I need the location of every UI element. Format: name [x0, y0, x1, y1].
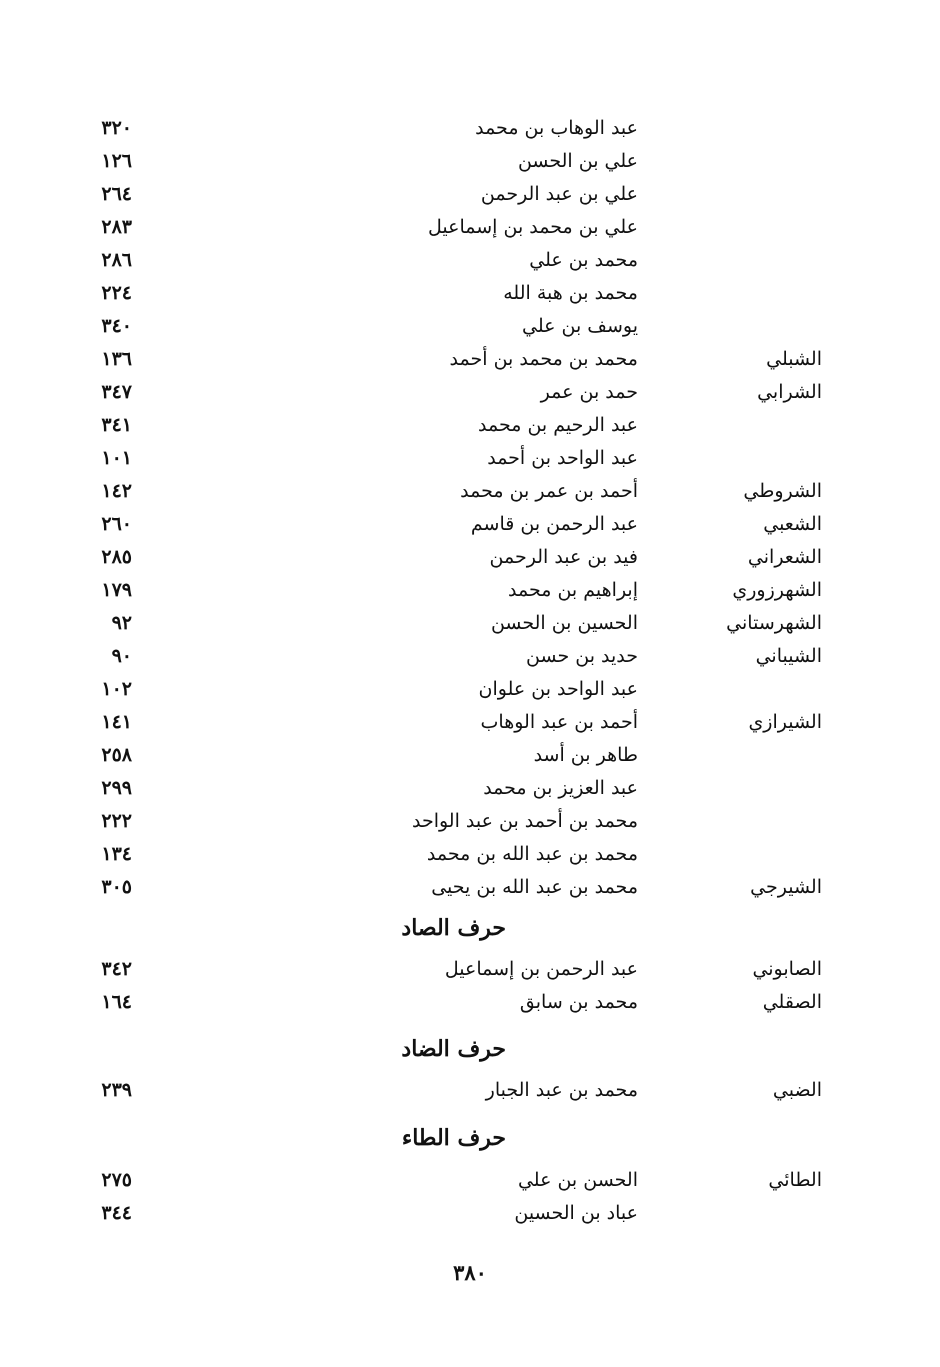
page-ref: ٣٤٢: [101, 958, 132, 980]
person-name: محمد بن سابق: [519, 991, 638, 1013]
nisba: الطائي: [768, 1169, 822, 1191]
nisba: الشعبي: [763, 513, 822, 535]
page-ref: ٩٠: [111, 645, 132, 667]
section-heading-dad: [0, 1029, 940, 1069]
index-row: [0, 772, 940, 805]
index-row: [0, 178, 940, 211]
page-ref: ٣٤٠: [101, 315, 132, 337]
person-name: محمد بن عبد الجبار: [485, 1079, 638, 1101]
index-row: [0, 1197, 940, 1230]
page-ref: ١٢٦: [101, 150, 132, 172]
page-number: ٣٨٠: [453, 1260, 487, 1285]
nisba: الشهرزوري: [732, 579, 822, 601]
person-name: عبد الرحمن بن قاسم: [470, 513, 638, 535]
index-row: [0, 607, 940, 640]
index-row: [0, 343, 940, 376]
person-name: عبد الرحمن بن إسماعيل: [444, 958, 638, 980]
page-ref: ٢٢٢: [101, 810, 132, 832]
page-ref: ٢٦٠: [101, 513, 132, 535]
section-heading-text: حرف الضاد: [401, 1036, 506, 1062]
page-ref: ١٤٢: [101, 480, 132, 502]
person-name: علي بن محمد بن إسماعيل: [428, 216, 638, 238]
index-row: [0, 211, 940, 244]
page-ref: ٢٩٩: [101, 777, 132, 799]
person-name: محمد بن عبد الله بن محمد: [426, 843, 638, 865]
page-ref: ١٠١: [101, 447, 132, 469]
page-ref: ٩٢: [111, 612, 132, 634]
index-row: [0, 277, 940, 310]
page-ref: ٢٨٥: [101, 546, 132, 568]
person-name: محمد بن عبد الله بن يحيى: [431, 876, 638, 898]
nisba: الضبي: [772, 1079, 822, 1101]
index-row: [0, 986, 940, 1019]
nisba: الصقلي: [762, 991, 822, 1013]
person-name: أحمد بن عمر بن محمد: [460, 480, 638, 502]
index-row: [0, 145, 940, 178]
page-ref: ٢٨٣: [101, 216, 132, 238]
index-row: [0, 673, 940, 706]
page-ref: ٢٦٤: [101, 183, 132, 205]
page-ref: ١٣٤: [101, 843, 132, 865]
person-name: حديد بن حسن: [526, 645, 638, 667]
nisba: الشهرستاني: [726, 612, 822, 634]
index-row: [0, 244, 940, 277]
person-name: عبد الوهاب بن محمد: [475, 117, 638, 139]
person-name: عبد الواحد بن علوان: [478, 678, 638, 700]
person-name: طاهر بن أسد: [533, 744, 638, 766]
index-row: [0, 508, 940, 541]
nisba: الشرابي: [757, 381, 822, 403]
page-ref: ٢٧٥: [101, 1169, 132, 1191]
person-name: علي بن عبد الرحمن: [480, 183, 638, 205]
person-name: حمد بن عمر: [540, 381, 638, 403]
index-row: [0, 1074, 940, 1107]
index-row: [0, 953, 940, 986]
index-row: [0, 310, 940, 343]
person-name: محمد بن هبة الله: [503, 282, 638, 304]
person-name: فيد بن عبد الرحمن: [489, 546, 638, 568]
page-ref: ٢٢٤: [101, 282, 132, 304]
person-name: محمد بن علي: [529, 249, 638, 271]
person-name: علي بن الحسن: [517, 150, 638, 172]
index-row: [0, 805, 940, 838]
page-ref: ٣٠٥: [101, 876, 132, 898]
index-row: [0, 541, 940, 574]
nisba: الصابوني: [752, 958, 822, 980]
section-heading-text: حرف الطاء: [401, 1125, 506, 1151]
person-name: محمد بن أحمد بن عبد الواحد: [411, 810, 638, 832]
page-ref: ١٣٦: [101, 348, 132, 370]
person-name: محمد بن محمد بن أحمد: [449, 348, 638, 370]
page-ref: ٣٤٤: [101, 1202, 132, 1224]
index-row: [0, 475, 940, 508]
person-name: يوسف بن علي: [522, 315, 638, 337]
index-row: [0, 838, 940, 871]
section-heading-ta: [0, 1118, 940, 1158]
person-name: عباد بن الحسين: [514, 1202, 638, 1224]
index-row: [0, 640, 940, 673]
page-ref: ٢٥٨: [101, 744, 132, 766]
index-row: [0, 706, 940, 739]
index-row: [0, 409, 940, 442]
page-ref: ٣٤١: [101, 414, 132, 436]
nisba: الشيرجي: [750, 876, 822, 898]
page-ref: ٣٢٠: [101, 117, 132, 139]
page-ref: ٢٨٦: [101, 249, 132, 271]
person-name: عبد الواحد بن أحمد: [487, 447, 638, 469]
nisba: الشعراني: [747, 546, 822, 568]
nisba: الشروطي: [743, 480, 822, 502]
person-name: إبراهيم بن محمد: [508, 579, 638, 601]
index-row: [0, 1164, 940, 1197]
person-name: الحسين بن الحسن: [490, 612, 638, 634]
section-heading-sad: [0, 908, 940, 948]
nisba: الشبلي: [766, 348, 822, 370]
page-ref: ١٧٩: [101, 579, 132, 601]
nisba: الشيرازي: [748, 711, 822, 733]
index-row: [0, 739, 940, 772]
person-name: أحمد بن عبد الوهاب: [480, 711, 638, 733]
person-name: عبد العزيز بن محمد: [483, 777, 638, 799]
nisba: الشيباني: [755, 645, 822, 667]
index-row: [0, 112, 940, 145]
person-name: الحسن بن علي: [517, 1169, 638, 1191]
page-ref: ٢٣٩: [101, 1079, 132, 1101]
section-heading-text: حرف الصاد: [401, 915, 506, 941]
person-name: عبد الرحيم بن محمد: [478, 414, 638, 436]
page-ref: ١٦٤: [101, 991, 132, 1013]
page-ref: ٣٤٧: [101, 381, 132, 403]
page-ref: ١٠٢: [101, 678, 132, 700]
index-row: [0, 442, 940, 475]
page-ref: ١٤١: [101, 711, 132, 733]
index-row: [0, 574, 940, 607]
index-row: [0, 376, 940, 409]
index-row: [0, 871, 940, 904]
